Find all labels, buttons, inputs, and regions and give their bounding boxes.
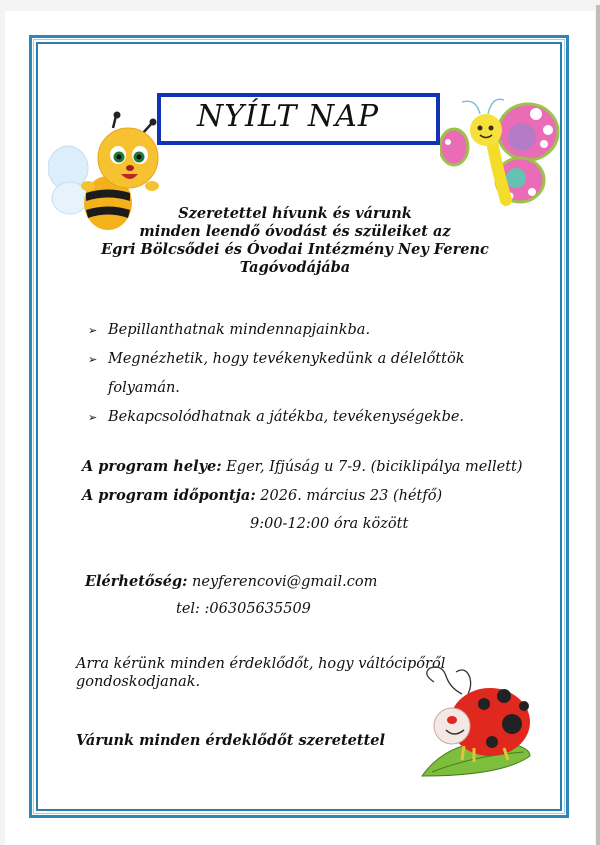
title-box	[157, 93, 440, 145]
invitation-text	[95, 205, 495, 277]
shoe-request	[76, 655, 456, 691]
arrow-bullet-icon: ➢	[88, 411, 98, 424]
arrow-bullet-icon: ➢	[88, 324, 98, 337]
list-item-text: Megnézhetik, hogy tevékenykedünk a délelőttök	[108, 351, 465, 367]
contact-phone: tel: :06305635509	[176, 601, 311, 617]
list-item	[88, 316, 508, 345]
list-item-continuation	[88, 374, 508, 403]
program-place-label: A program helye:	[82, 458, 222, 475]
program-place	[82, 458, 523, 475]
invitation-line: Szeretettel hívunk és várunk	[178, 205, 412, 222]
request-line: gondoskodjanak.	[76, 674, 201, 690]
butterfly-illustration	[440, 92, 560, 212]
request-line: Arra kérünk minden érdeklődőt, hogy váltócipőről	[76, 656, 446, 672]
vertical-scrollbar[interactable]	[596, 5, 600, 845]
program-hours: 9:00-12:00 óra között	[250, 516, 409, 532]
list-item-text: Bepillanthatnak mindennapjainkba.	[108, 322, 371, 338]
contact-email-line	[85, 573, 377, 590]
invitation-line: minden leendő óvodást és szüleiket az	[139, 223, 451, 240]
program-time-label: A program időpontja:	[82, 487, 256, 504]
program-time	[82, 487, 442, 504]
list-item-text: Bekapcsolódhatnak a játékba, tevékenységekbe.	[108, 409, 465, 425]
arrow-bullet-icon: ➢	[88, 353, 98, 366]
invitation-line: Egri Bölcsődei és Óvodai Intézmény Ney Ferenc	[101, 241, 489, 258]
activity-list	[88, 316, 508, 432]
program-time-value: 2026. március 23 (hétfő)	[255, 488, 443, 504]
list-item-text: folyamán.	[108, 380, 180, 396]
closing-text: Várunk minden érdeklődőt szeretettel	[76, 732, 386, 749]
list-item	[88, 403, 508, 432]
list-item	[88, 345, 508, 374]
contact-email[interactable]: neyferencovi@gmail.com	[187, 574, 378, 590]
ladybug-illustration	[412, 664, 537, 782]
program-place-value: Eger, Ifjúság u 7-9. (biciklipálya mellett)	[221, 459, 523, 475]
contact-label: Elérhetőség:	[85, 573, 188, 590]
invitation-line: Tagóvodájába	[239, 259, 351, 276]
page-title: NYÍLT NAP	[197, 99, 380, 134]
